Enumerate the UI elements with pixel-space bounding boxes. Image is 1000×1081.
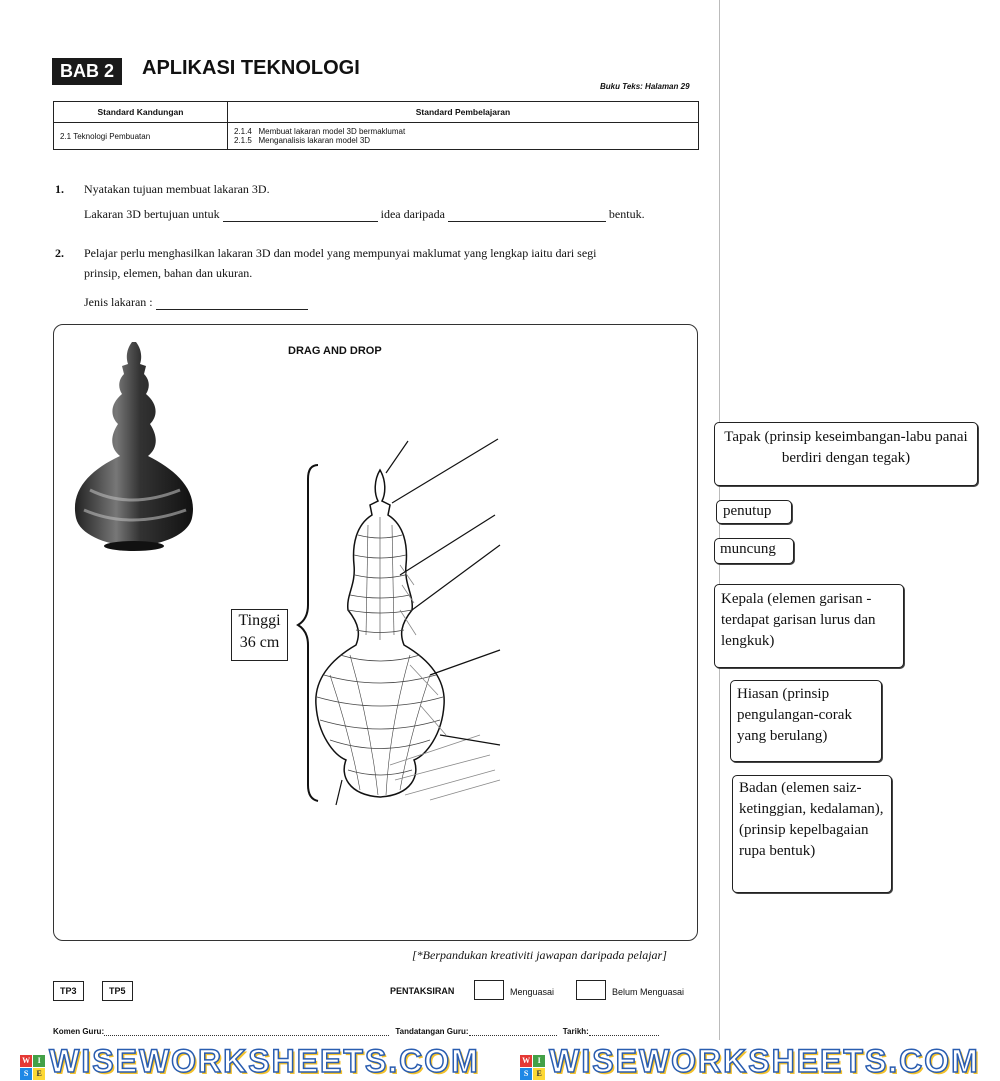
standards-table	[53, 101, 699, 150]
card-tapak[interactable]: Tapak (prinsip keseimbangan-labu panai berdiri dengan tegak)	[714, 422, 978, 486]
tp5-box: TP5	[102, 981, 133, 1001]
col-header-kandungan: Standard Kandungan	[54, 102, 228, 123]
q2-question-line1: Pelajar perlu menghasilkan lakaran 3D dan model yang mempunyai maklumat yang lengkap iaitu dari segi	[84, 246, 597, 260]
tp3-box: TP3	[53, 981, 84, 1001]
belum-menguasai-label: Belum Menguasai	[612, 987, 685, 997]
col-header-pembelajaran: Standard Pembelajaran	[228, 102, 699, 123]
q1-answer-line: Lakaran 3D bertujuan untuk idea daripada bentuk.	[84, 207, 645, 221]
content-standard: 2.1 Teknologi Pembuatan	[54, 123, 228, 150]
drag-drop-instruction: DRAG AND DROP	[288, 345, 382, 357]
tandatangan-field[interactable]	[469, 1035, 557, 1036]
jenis-lakaran-blank[interactable]	[156, 309, 308, 310]
card-penutup[interactable]: penutup	[716, 500, 792, 524]
card-kepala[interactable]: Kepala (elemen garisan - terdapat garisan lurus dan lengkuk)	[714, 584, 904, 668]
learning-standards	[228, 123, 699, 150]
card-hiasan[interactable]: Hiasan (prinsip pengulangan-corak yang berulang)	[730, 680, 882, 762]
height-label: Tinggi 36 cm	[231, 609, 288, 661]
signoff-line: Komen Guru: Tandatangan Guru: Tarikh:	[53, 1027, 659, 1036]
card-badan[interactable]: Badan (elemen saiz-ketinggian, kedalaman), (prinsip kepelbagaian rupa bentuk)	[732, 775, 892, 893]
q2-number: 2.	[55, 246, 64, 260]
q1-number: 1.	[55, 182, 64, 196]
logo-icon: W I S E	[20, 1055, 45, 1080]
q1-blank-2[interactable]	[448, 221, 606, 222]
logo-icon: W I S E	[520, 1055, 545, 1080]
watermark-bar	[0, 1042, 1000, 1081]
q2-question-line2: prinsip, elemen, bahan dan ukuran.	[84, 266, 253, 280]
q1-blank-1[interactable]	[223, 221, 378, 222]
learning-item: 2.1.5 Menganalisis lakaran model 3D	[234, 136, 371, 145]
vase-sketch	[290, 435, 510, 830]
assessment-label: PENTAKSIRAN	[390, 986, 455, 996]
watermark-right: W I S E WISEWORKSHEETS.COM	[522, 1042, 980, 1079]
belum-menguasai-checkbox[interactable]	[576, 980, 606, 1000]
tarikh-field[interactable]	[589, 1035, 659, 1036]
jenis-lakaran-line: Jenis lakaran :	[84, 295, 308, 310]
learning-item: 2.1.4 Membuat lakaran model 3D bermaklumat	[234, 127, 406, 136]
textbook-reference: Buku Teks: Halaman 29	[600, 82, 690, 91]
komen-field[interactable]	[104, 1035, 389, 1036]
vase-photo	[70, 340, 200, 552]
chapter-title: APLIKASI TEKNOLOGI	[142, 57, 360, 79]
menguasai-label: Menguasai	[510, 987, 555, 997]
chapter-badge: BAB 2	[52, 58, 122, 85]
creativity-note: [*Berpandukan kreativiti jawapan daripada pelajar]	[412, 948, 667, 962]
watermark-left: W I S E WISEWORKSHEETS.COM	[22, 1042, 480, 1079]
q1-question: Nyatakan tujuan membuat lakaran 3D.	[84, 182, 270, 196]
card-muncung[interactable]: muncung	[714, 538, 794, 564]
menguasai-checkbox[interactable]	[474, 980, 504, 1000]
